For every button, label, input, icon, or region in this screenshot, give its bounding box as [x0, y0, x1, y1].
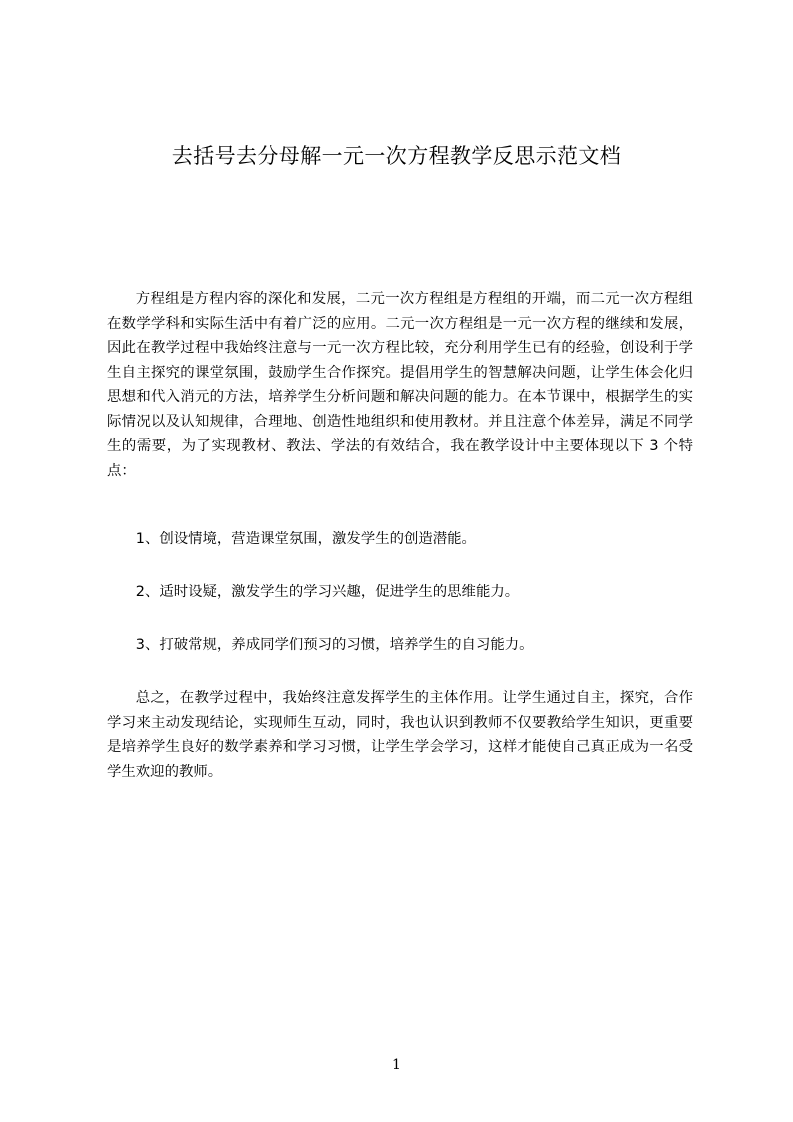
- intro-paragraph: 方程组是方程内容的深化和发展，二元一次方程组是方程组的开端，而二元一次方程组在数学学科和实际生活中有着广泛的应用。二元一次方程组是一元一次方程的继续和发展，因此在教学过程中我始终注意与一元一次方程比较，充分利用学生已有的经验，创设利于学生自主探究的课堂氛围，鼓励学生合作探究。提倡用学生的智慧解决问题，让学生体会化归思想和代入消元的方法，培养学生分析问题和解决问题的能力。在本节课中，根据学生的实际情况以及认知规律，合理地、创造性地组织和使用教材。并且注意个体差异，满足不同学生的需要，为了实现教材、教法、学法的有效结合，我在教学设计中主要体现以下 3 个特点：: [107, 291, 693, 479]
- list-item: 2、适时设疑，激发学生的学习兴趣，促进学生的思维能力。: [135, 584, 520, 600]
- conclusion-paragraph: 总之，在教学过程中，我始终注意发挥学生的主体作用。让学生通过自主，探究，合作学习来主动发现结论，实现师生互动，同时，我也认识到教师不仅要教给学生知识，更重要是培养学生良好的数学素养和学习习惯，让学生学会学习，这样才能使自己真正成为一名受学生欢迎的教师。: [107, 690, 693, 780]
- page-title: 去括号去分母解一元一次方程教学反思示范文档: [171, 144, 622, 168]
- page-number: 1: [392, 1057, 401, 1073]
- list-item: 3、打破常规，养成同学们预习的习惯，培养学生的自习能力。: [135, 637, 534, 653]
- list-item: 1、创设情境，营造课堂氛围，激发学生的创造潜能。: [135, 531, 476, 547]
